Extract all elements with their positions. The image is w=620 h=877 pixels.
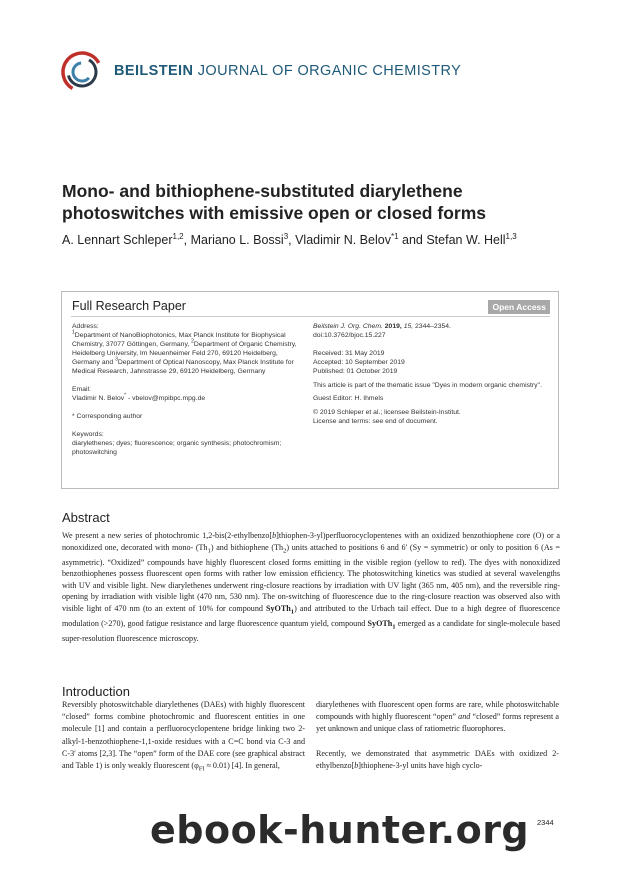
compound-subscript: 1 (290, 608, 295, 616)
journal-masthead (60, 50, 560, 94)
author-name: Mariano L. Bossi (190, 233, 284, 247)
compound-name: SyOTh (367, 619, 393, 629)
intro-paragraph (316, 748, 559, 772)
compound-label (266, 603, 295, 616)
intro-text-run: Recently, we demonstrated that asymmetric DAEs with oxidized 2-ethylbenzo[ (316, 748, 559, 770)
intro-right-column (316, 699, 559, 784)
abstract-heading: Abstract (62, 510, 110, 525)
compound-label (367, 619, 396, 631)
intro-italic-run: and (458, 712, 471, 722)
intro-subscript: Fl (198, 765, 205, 773)
abstract-text-run: emerged as a candidate for single-molecule based super-resolution fluorescence microscopy. (62, 619, 560, 644)
abstract-text-run: We present a new series of photochromic 1,2-bis(2-ethylbenzo[ (62, 531, 273, 540)
intro-text-run: ≈ 0.01) [4]. In general, (204, 761, 280, 771)
introduction-heading: Introduction (62, 684, 130, 699)
keywords-list: diarylethenes; dyes; fluorescence; organic synthesis; photochromism; photoswitching (72, 440, 282, 456)
citation-pages: 2344–2354. (415, 323, 451, 330)
author-affiliation: *1 (390, 231, 399, 241)
journal-logo-icon (60, 50, 104, 94)
info-right-column (313, 322, 553, 430)
author-separator: and (398, 233, 427, 247)
abstract-paragraph (62, 530, 560, 645)
intro-italic-run: b (354, 760, 359, 770)
citation-journal: Beilstein J. Org. Chem. (313, 323, 383, 330)
affiliation-number: 3 (115, 356, 118, 363)
author-name: Vladimir N. Belov (295, 233, 391, 247)
info-box-divider (71, 316, 550, 317)
received-date: Received: 31 May 2019 (313, 350, 385, 357)
abstract-italic-run: b (272, 531, 277, 540)
intro-text-run: ]thiophene-3-yl units have high cyclo- (358, 760, 483, 770)
compound-name: SyOTh (266, 603, 291, 613)
abstract-text-run: ]thiophen-3-yl)perfluorocyclopentenes with an oxidized benzothiophene core (O) or a nonoxidized one, decorated with mono- (Th (62, 531, 560, 552)
intro-text-run: Reversibly photoswitchable diarylethenes (DAEs) with highly fluorescent “closed” forms combine photochromic and fluorescent entities in one molecule [1] and contain a perfluorocyclopentene bridge linking two 2-alkyl-1-benzothiophene-1,1-oxide residues with a C=C bond via C-3 and C-3′ atoms [2,3]. The “open” form of the DAE core (see graphical abstract and Table 1) is only weakly fluorescent (φ (62, 700, 305, 771)
abstract-text-run: ) and attributed to the Urbach tail effect. Due to a high degree of fluorescence modulation (>270), good fatigue resistance and large fluorescence quantum yield, compound (62, 603, 560, 629)
citation-block (313, 322, 553, 340)
affiliation-text: Department of NanoBiophotonics, Max Planck Institute for Biophysical Chemistry, 37077 Göttingen, Germany, (72, 332, 286, 348)
journal-name-rest: JOURNAL OF ORGANIC CHEMISTRY (193, 63, 462, 79)
affiliation-text: Department of Optical Nanoscopy, Max Planck Institute for Medical Research, Jahnstrasse 29, 69120 Heidelberg, Germany (72, 359, 294, 375)
guest-editor: Guest Editor: H. Ihmels (313, 395, 384, 402)
email-label: Email: (72, 386, 91, 393)
compound-subscript: 1 (392, 623, 396, 631)
page-number: 2344 (537, 818, 554, 827)
abstract-subscript: 2 (283, 547, 287, 555)
author-affiliation: 1,3 (505, 231, 517, 241)
abstract-text-run: ) units attached to positions 6 and 6′ (Sy = symmetric) or only to position 6 (As = asymmetric). “Oxidized” compounds have highly fluorescent closed forms emitting in the visible region (yellow to red). The dyes with nonoxidized benzothiophenes possess fluorescent open forms with rather low emission efficiency. The photoswitching kinetics was studied at several wavelengths with UV and visible light. New diarylethenes underwent ring-closure reactions by irradiation with UV light (365 nm, 405 nm), and the reversible ring-opening by irradiation with visible light (470 nm, 530 nm). The on-switching of fluorescence due to the ring-closure reaction was observed also with visible light of 470 nm (to an extent of 10% for compound (62, 542, 560, 613)
citation-year: 2019, (384, 323, 402, 330)
author-separator: , (288, 233, 296, 247)
accepted-date: Accepted: 10 September 2019 (313, 359, 405, 366)
keywords-block (72, 430, 304, 457)
info-left-column (72, 322, 304, 462)
journal-name (114, 63, 461, 79)
published-date: Published: 01 October 2019 (313, 368, 398, 375)
author-name: A. Lennart Schleper (62, 233, 173, 247)
abstract-subscript: 1 (207, 547, 211, 555)
affiliation-number: 2 (191, 338, 194, 345)
article-type: Full Research Paper (72, 299, 186, 313)
thematic-issue-note: This article is part of the thematic issue "Dyes in modern organic chemistry". (313, 381, 542, 389)
copyright-block (313, 408, 553, 426)
article-title: Mono- and bithiophene-substituted diarylethene photoswitches with emissive open or closed forms (62, 181, 486, 223)
affiliation-number: 1 (72, 329, 75, 336)
email-address[interactable]: - vbelov@mpibpc.mpg.de (126, 395, 206, 402)
author-separator: , (183, 233, 191, 247)
copyright-text: © 2019 Schleper et al.; licensee Beilstein-Institut. (313, 408, 461, 416)
license-text: License and terms: see end of document. (313, 417, 438, 425)
address-label: Address: (72, 323, 99, 330)
intro-paragraph (316, 699, 559, 736)
open-access-badge: Open Access (488, 300, 550, 314)
abstract-text-run: ) and bithiophene (Th (210, 542, 284, 552)
doi-link[interactable]: doi:10.3762/bjoc.15.227 (313, 332, 386, 339)
address-block (72, 322, 304, 376)
corresponding-mark: * (124, 392, 127, 399)
intro-left-column (62, 699, 305, 788)
author-list (62, 233, 562, 247)
watermark-text: ebook-hunter.org (150, 808, 530, 852)
intro-text-run: diarylethenes with fluorescent open forms are rare, while photoswitchable compounds with highly fluorescent “open” (316, 700, 559, 722)
citation-volume: 15, (403, 323, 414, 330)
email-block (72, 385, 304, 403)
journal-name-bold: BEILSTEIN (114, 63, 194, 79)
dates-block (313, 349, 553, 376)
corresponding-note: * Corresponding author (72, 413, 143, 420)
article-info-box (61, 291, 559, 489)
intro-text-run: “closed” forms represent a yet unknown and unique class of ratiometric fluorophores. (316, 712, 559, 734)
keywords-label: Keywords: (72, 431, 104, 438)
author-name: Stefan W. Hell (426, 233, 506, 247)
intro-paragraph (62, 699, 305, 776)
author-affiliation: 3 (283, 231, 289, 241)
email-author: Vladimir N. Belov (72, 395, 125, 402)
affiliation-text: Department of Organic Chemistry, Heidelberg University, Im Neuenheimer Feld 270, 69120 Heidelberg, Germany and (72, 341, 297, 366)
author-affiliation: 1,2 (172, 231, 184, 241)
